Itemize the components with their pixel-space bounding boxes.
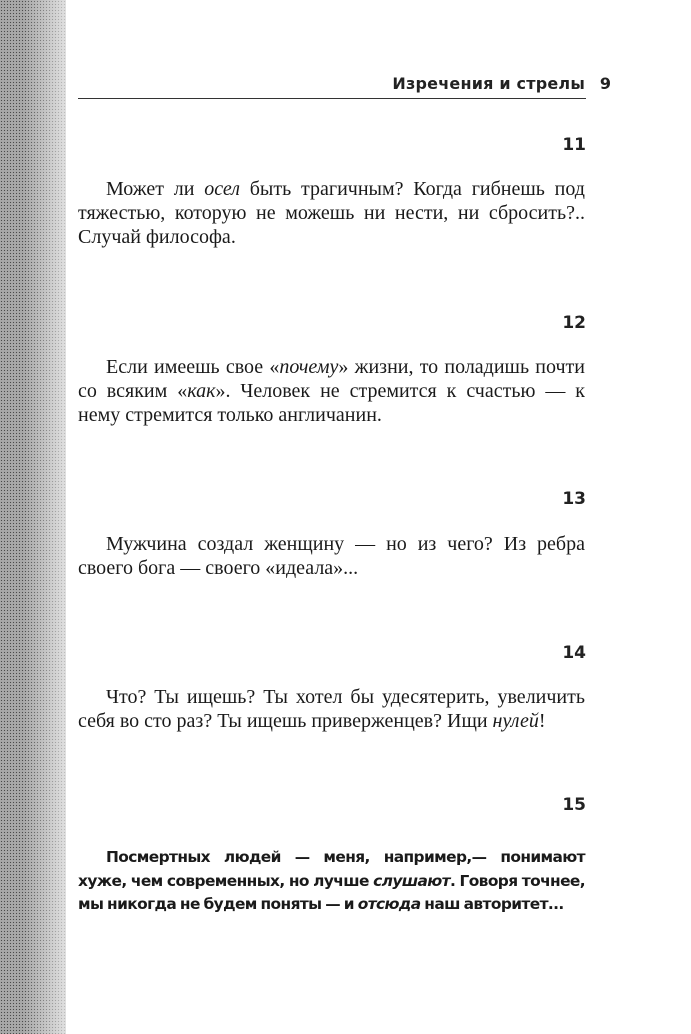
aphorism-14-number: 14 [562,643,586,663]
emphasis-run: как [187,380,216,402]
aphorism-13-number: 13 [562,489,586,509]
text-run: наш авторитет... [420,895,564,913]
page-number: 9 [599,74,611,93]
text-run: Что? Ты ищешь? Ты хотел бы удесятерить, увеличить себя во сто раз? Ты ищешь приверженцев? Ищи [78,686,585,732]
aphorism-12-number: 12 [562,313,586,333]
aphorism-15-text [78,846,585,917]
page-edge-texture [0,0,66,1034]
aphorism-11-number: 11 [562,135,586,155]
text-run: Посмертных людей — меня, например,— понимают хуже, чем современных, но лучше [78,848,585,890]
aphorism-11-text [78,177,585,249]
text-run: » жизни, то поладишь почти со всяким « [78,356,585,402]
aphorism-15-number: 15 [562,795,586,815]
emphasis-run: осел [204,178,240,200]
emphasis-run: отсюда [357,895,421,913]
aphorism-13-text [78,532,585,580]
running-title: Изречения и стрелы [392,74,585,93]
text-run: Мужчина создал женщину — но из чего? Из ребра своего бога — своего «идеала»... [78,533,585,579]
emphasis-run: почему [279,356,339,378]
running-head [78,74,613,98]
text-run: Может ли [106,178,205,200]
emphasis-run: нулей [492,710,539,732]
aphorism-14-text [78,685,585,733]
text-run: . Говоря точнее, мы никогда не будем поняты — и [78,871,585,913]
emphasis-run: слушают [373,871,450,890]
text-run: ! [538,710,546,732]
header-rule [78,98,586,99]
text-run: ». Человек не стремится к счастью — к нему стремится только англичанин. [78,380,585,426]
text-run: Если имеешь свое « [106,356,280,378]
aphorism-12-text [78,355,585,427]
text-run: быть трагичным? Когда гибнешь под тяжестью, которую не можешь ни нести, ни сбросить?.. Случай философа. [78,178,585,248]
